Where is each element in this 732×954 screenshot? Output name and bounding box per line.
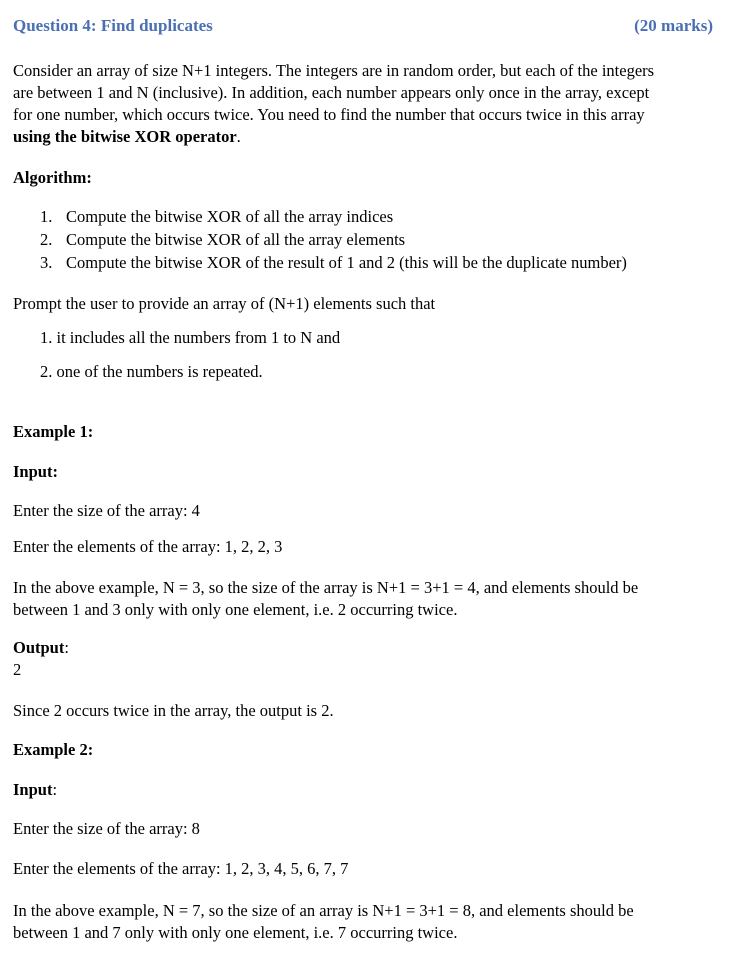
intro-bold-text: using the bitwise XOR operator — [13, 127, 237, 146]
example1-output-value: 2 — [13, 660, 22, 679]
step-text: Compute the bitwise XOR of all the array elements — [66, 230, 406, 249]
step-text: Compute the bitwise XOR of the result of 1 and 2 (this will be the duplicate number) — [66, 253, 627, 272]
algorithm-heading: Algorithm: — [13, 168, 92, 187]
explanation-line: In the above example, N = 3, so the size of the array is N+1 = 3+1 = 4, and elements should be — [13, 578, 639, 597]
intro-paragraph — [13, 60, 719, 148]
example1-since: Since 2 occurs twice in the array, the output is 2. — [13, 701, 334, 720]
algorithm-step — [40, 207, 393, 227]
question-title: Question 4: Find duplicates — [13, 16, 213, 35]
intro-period: . — [236, 127, 241, 146]
output-label-text: Output — [13, 638, 65, 657]
example2-size-line: Enter the size of the array: 8 — [13, 819, 200, 838]
step-number: 3. — [40, 253, 53, 272]
algorithm-step — [40, 230, 405, 250]
question-marks: (20 marks) — [634, 16, 713, 35]
intro-line: are between 1 and N (inclusive). In addition, each number appears only once in the array, except — [13, 83, 650, 102]
example1-size-line: Enter the size of the array: 4 — [13, 501, 200, 520]
prompt-item: 2. one of the numbers is repeated. — [40, 362, 263, 381]
example1-explanation — [13, 577, 719, 621]
explanation-line: In the above example, N = 7, so the size of an array is N+1 = 3+1 = 8, and elements should be — [13, 901, 634, 920]
example1-elements-line: Enter the elements of the array: 1, 2, 2, 3 — [13, 537, 283, 556]
prompt-item: 1. it includes all the numbers from 1 to N and — [40, 328, 341, 347]
example2-elements-line: Enter the elements of the array: 1, 2, 3, 4, 5, 6, 7, 7 — [13, 859, 349, 878]
step-number: 1. — [40, 207, 53, 226]
input-colon: : — [52, 780, 58, 799]
intro-line — [13, 126, 719, 148]
step-number: 2. — [40, 230, 53, 249]
prompt-text: Prompt the user to provide an array of (N+1) elements such that — [13, 294, 436, 313]
explanation-line: between 1 and 7 only with only one element, i.e. 7 occurring twice. — [13, 923, 458, 942]
example1-input-label: Input: — [13, 462, 58, 481]
example2-heading: Example 2: — [13, 740, 94, 759]
example2-input-label — [13, 780, 57, 800]
output-colon: : — [64, 638, 69, 657]
example2-explanation — [13, 900, 719, 944]
intro-line: Consider an array of size N+1 integers. The integers are in random order, but each of the integers — [13, 61, 655, 80]
example1-heading: Example 1: — [13, 422, 94, 441]
example1-output-label — [13, 638, 69, 658]
input-label-text: Input — [13, 780, 53, 799]
intro-line: for one number, which occurs twice. You need to find the number that occurs twice in this array — [13, 105, 645, 124]
algorithm-step — [40, 253, 627, 273]
step-text: Compute the bitwise XOR of all the array indices — [66, 207, 394, 226]
explanation-line: between 1 and 3 only with only one element, i.e. 2 occurring twice. — [13, 600, 458, 619]
